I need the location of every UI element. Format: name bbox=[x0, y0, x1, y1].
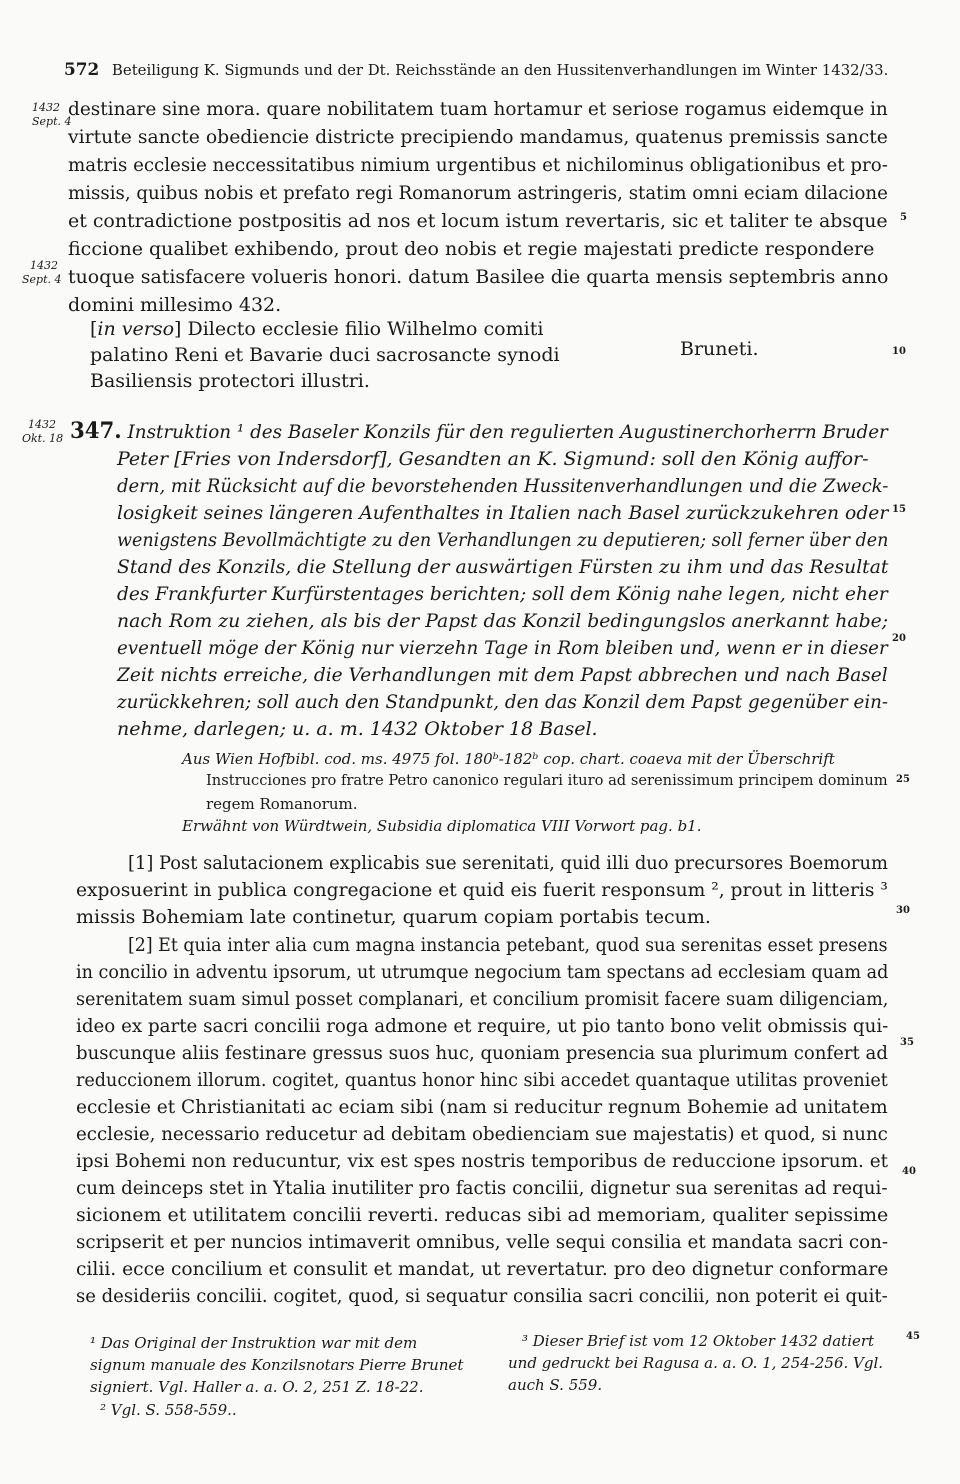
line-number: 25 bbox=[896, 774, 910, 785]
line-number: 20 bbox=[892, 633, 906, 644]
line-number: 15 bbox=[892, 504, 906, 515]
text-line: scripserit et per nuncios intimaverit omnibus, velle sequi consilia et mandata sacri con- bbox=[76, 1231, 889, 1253]
source-note: Instrucciones pro fratre Petro canonico regulari ituro ad serenissimum principem dominum bbox=[206, 771, 888, 789]
text-line: ipsi Bohemi non reducuntur, vix est spes nostris temporibus de reduccione ipsorum. et bbox=[76, 1150, 889, 1172]
letter-line: ficcione qualibet exhibendo, prout deo nobis et regie majestati predicte respondere bbox=[68, 238, 875, 260]
text-line: ecclesie, necessario reducetur ad debitam obedienciam sue majestatis) et quod, si nunc bbox=[76, 1123, 888, 1145]
margin-date: 1432 Sept. 4 bbox=[22, 259, 62, 286]
signature: Bruneti. bbox=[680, 338, 759, 360]
text-line: serenitatem suam simul posset complanari, et concilium promisit facere suam diligenciam, bbox=[76, 988, 889, 1010]
page-number: 572 bbox=[64, 60, 100, 80]
regest-line: eventuell möge der König nur vierzehn Tage in Rom bleiben und, wenn er in dieser bbox=[117, 637, 888, 659]
letter-line: missis, quibus nobis et prefato regi Romanorum astringeris, statim omni eciam dilacione bbox=[68, 182, 888, 204]
text-line: [2] Et quia inter alia cum magna instancia petebant, quod sua serenitas esset presens bbox=[128, 934, 888, 956]
line-number: 30 bbox=[896, 905, 910, 916]
text-line: reduccionem illorum. cogitet, quantus honor hinc sibi accedet quantaque utilitas proveniet bbox=[76, 1069, 888, 1091]
footnote-line: auch S. 559. bbox=[508, 1376, 603, 1394]
margin-date: 1432 Okt. 18 bbox=[22, 418, 64, 445]
source-note: Aus Wien Hofbibl. cod. ms. 4975 fol. 180ᵇ-182ᵇ cop. chart. coaeva mit der Überschrift bbox=[182, 750, 835, 768]
regest-line: Stand des Konzils, die Stellung der auswärtigen Fürsten zu ihm und das Resultat bbox=[117, 556, 889, 578]
regest-line: Peter [Fries von Indersdorf], Gesandten an K. Sigmund: soll den König auffor- bbox=[117, 448, 869, 470]
letter-line: et contradictione postpositis ad nos et locum istum revertaris, sic et taliter te absque bbox=[68, 210, 888, 232]
letter-line: virtute sancte obediencie districte precipiendo mandamus, quatenus premissis sancte bbox=[68, 126, 888, 148]
text-line: [1] Post salutacionem explicabis sue serenitati, quid illi duo precursores Boemorum bbox=[128, 852, 888, 874]
verso-label: in verso bbox=[97, 318, 175, 340]
document-number: 347. bbox=[70, 418, 122, 444]
text-line: ecclesie et Christianitati ac eciam sibi (nam si reducitur regnum Bohemie ad unitatem bbox=[76, 1096, 888, 1118]
text-line: exposuerint in publica congregacione et quid eis fuerit responsum ², prout in litteris ³ bbox=[76, 879, 888, 901]
regest-line: Zeit nichts erreiche, die Verhandlungen mit dem Papst abbrechen und nach Basel bbox=[117, 664, 888, 686]
text-line: se desideriis concilii. cogitet, quod, si sequatur consilia sacri concilii, non poterit ei quit- bbox=[76, 1285, 888, 1307]
line-number: 5 bbox=[900, 212, 907, 223]
footnote-line: und gedruckt bei Ragusa a. a. O. 1, 254-256. Vgl. bbox=[508, 1354, 884, 1372]
footnote-line: signiert. Vgl. Haller a. a. O. 2, 251 Z. 18-22. bbox=[90, 1378, 424, 1396]
text-line: missis Bohemiam late continetur, quarum copiam portabis tecum. bbox=[76, 906, 711, 928]
margin-date: 1432 Sept. 4 bbox=[32, 101, 72, 128]
regest-line: des Frankfurter Kurfürstentages berichten; soll dem König nahe legen, nicht eher bbox=[117, 583, 888, 605]
verso-line: Basiliensis protectori illustri. bbox=[90, 370, 370, 392]
regest-line: nach Rom zu ziehen, als bis der Papst das Konzil bedingungslos anerkannt habe; bbox=[117, 610, 889, 632]
line-number: 10 bbox=[892, 346, 906, 357]
letter-line: destinare sine mora. quare nobilitatem tuam hortamur et seriose rogamus eidemque in bbox=[68, 98, 888, 120]
text-line: ideo ex parte sacri concilii roga admone et require, ut pio tanto bono velit obmissis qui- bbox=[76, 1015, 889, 1037]
line-number: 40 bbox=[902, 1166, 916, 1177]
regest-line: dern, mit Rücksicht auf die bevorstehenden Hussitenverhandlungen und die Zweck- bbox=[117, 475, 889, 497]
footnote-line: ³ Dieser Brief ist vom 12 Oktober 1432 datiert bbox=[522, 1332, 875, 1350]
footnote-line: ¹ Das Original der Instruktion war mit dem bbox=[90, 1334, 418, 1352]
regest-line: 347. Instruktion ¹ des Baseler Konzils für den regulierten Augustinerchorherrn Bruder bbox=[70, 418, 888, 444]
text-line: buscunque aliis festinare gressus suos huc, quoniam presencia sua plurimum confert ad bbox=[76, 1042, 888, 1064]
running-title: Beteiligung K. Sigmunds und der Dt. Reichsstände an den Hussitenverhandlungen im Winter 1432/33. bbox=[111, 61, 889, 79]
regest-line: losigkeit seines längeren Aufenthaltes in Italien nach Basel zurückzukehren oder bbox=[117, 502, 889, 524]
verso-line: palatino Reni et Bavarie duci sacrosancte synodi bbox=[90, 344, 560, 366]
footnote-line: signum manuale des Konzilsnotars Pierre Brunet bbox=[90, 1356, 464, 1374]
text-line: cum deinceps stet in Ytalia inutiliter pro factis concilii, dignetur sua serenitas ad requi- bbox=[76, 1177, 888, 1199]
line-number: 35 bbox=[900, 1037, 914, 1048]
text-line: in concilio in adventu ipsorum, ut utrumque negocium tam spectans ad ecclesiam quam ad bbox=[76, 961, 889, 983]
text-line: cilii. ecce concilium et consulit et mandat, ut revertatur. pro deo dignetur conformare bbox=[76, 1258, 889, 1280]
letter-line: domini millesimo 432. bbox=[68, 294, 282, 316]
regest-line: wenigstens Bevollmächtigte zu den Verhandlungen zu deputieren; soll ferner über den bbox=[117, 529, 889, 551]
regest-line: zurückkehren; soll auch den Standpunkt, den das Konzil dem Papst gegenüber ein- bbox=[117, 691, 889, 713]
source-note: regem Romanorum. bbox=[206, 795, 358, 813]
letter-line: matris ecclesie neccessitatibus nimium urgentibus et nichilominus obligationibus et pro- bbox=[68, 154, 888, 176]
footnote-line: ² Vgl. S. 558-559.. bbox=[100, 1401, 237, 1419]
text-line: sicionem et utilitatem concilii reverti. reducas sibi ad memoriam, qualiter sepissime bbox=[76, 1204, 889, 1226]
page-header bbox=[64, 62, 888, 79]
source-note: Erwähnt von Würdtwein, Subsidia diplomatica VIII Vorwort pag. b1. bbox=[182, 817, 702, 835]
verso-line: [in verso] Dilecto ecclesie filio Wilhelmo comiti bbox=[90, 318, 544, 340]
line-number: 45 bbox=[906, 1331, 920, 1342]
regest-line: nehme, darlegen; u. a. m. 1432 Oktober 18 Basel. bbox=[117, 718, 598, 740]
letter-line: tuoque satisfacere volueris honori. datum Basilee die quarta mensis septembris anno bbox=[68, 266, 889, 288]
